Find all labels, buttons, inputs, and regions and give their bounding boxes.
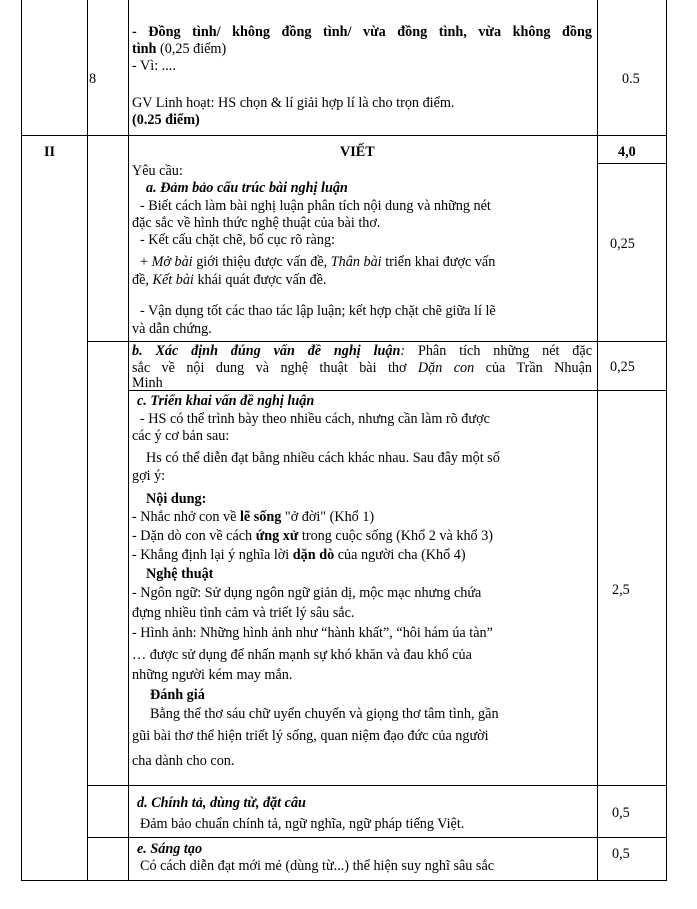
content-item-3-end: của người cha (Khổ 4) (334, 547, 466, 563)
table-border-left (21, 0, 22, 881)
criterion-a-than-bai: Thân bài (330, 254, 382, 270)
q8-extra-points: (0.25 điểm) (132, 112, 200, 128)
q8-teacher-note: GV Linh hoạt: HS chọn & lí giải hợp lí là cho trọn điểm. (132, 95, 455, 111)
art-line1: - Ngôn ngữ: Sử dụng ngôn ngữ giản dị, mộc mạc nhưng chứa (132, 585, 482, 601)
q8-because: - Vì: .... (132, 58, 176, 74)
criterion-e-heading: e. Sáng tạo (137, 841, 203, 857)
table-border-bottom (21, 880, 667, 881)
table-row-divider-b (128, 390, 667, 391)
criterion-d-heading: d. Chính tả, dùng từ, đặt câu (137, 795, 306, 811)
criterion-b-heading: b. Xác định đúng vấn đề nghị luận (132, 343, 401, 359)
art-line2: đựng nhiều tình cảm và triết lý sâu sắc. (132, 605, 355, 621)
part-label: II (44, 144, 56, 160)
table-col-divider-2 (128, 0, 129, 881)
art-line4: … được sử dụng để nhấn mạnh sự khó khăn và đau khổ của (132, 647, 472, 663)
content-item-2-end: trong cuộc sống (Khổ 2 và khổ 3) (298, 528, 494, 544)
table-border-right (666, 0, 667, 881)
criterion-a-line5-end: khái quát được vấn đề. (193, 272, 327, 288)
criterion-b-colon: : (400, 343, 406, 359)
eval-line1: Bằng thể thơ sáu chữ uyển chuyển và giọng thơ tâm tình, gần (150, 706, 499, 722)
criterion-a-line5 (132, 272, 326, 288)
content-item-1-end: "ở đời" (Khổ 1) (281, 509, 375, 525)
eval-line3: cha dành cho con. (132, 753, 235, 769)
requirement-label: Yêu cầu: (132, 163, 183, 179)
criterion-a-heading: a. Đảm bảo cấu trúc bài nghị luận (146, 180, 348, 196)
table-row-divider-q8 (21, 135, 667, 136)
art-heading: Nghệ thuật (146, 566, 214, 582)
criterion-a-ket-bai: Kết bài (152, 272, 194, 288)
criterion-d-line1: Đảm bảo chuẩn chính tả, ngữ nghĩa, ngữ pháp tiếng Việt. (140, 816, 465, 832)
content-item-1-bold: lẽ sống (239, 509, 282, 525)
table-col-divider-1 (87, 0, 88, 881)
criterion-c-line1: - HS có thể trình bày theo nhiều cách, nhưng cần làm rõ được (140, 411, 490, 427)
criterion-a-line3: - Kết cấu chặt chẽ, bố cục rõ ràng: (140, 232, 335, 248)
q8-answer-points: (0,25 điểm) (156, 41, 227, 57)
criterion-a-line4-end: triển khai được vấn (381, 254, 496, 270)
criterion-e-line1: Có cách diễn đạt mới mẻ (dùng từ...) thể hiện suy nghĩ sâu sắc (140, 858, 495, 874)
criterion-b-line2-end: của Trần Nhuận (474, 360, 592, 376)
criterion-a-mo-bai: Mở bài (151, 254, 193, 270)
art-line3: - Hình ảnh: Những hình ảnh như “hành khất”, “hôi hám úa tàn” (132, 625, 493, 641)
content-item-3 (132, 547, 466, 563)
q8-score: 0.5 (622, 71, 640, 87)
criterion-d-score: 0,5 (612, 805, 630, 821)
content-heading: Nội dung: (146, 491, 207, 507)
criterion-a-line4-prefix: + (140, 254, 152, 270)
criterion-a-line1: - Biết cách làm bài nghị luận phân tích nội dung và những nét (140, 198, 491, 214)
criterion-a-line4-mid: giới thiệu được vấn đề, (192, 254, 331, 270)
table-row-divider-viet-title (597, 163, 667, 164)
table-row-divider-c (87, 785, 667, 786)
q8-answer-bold: - Đồng tình/ không đồng tình/ vừa đồng tình, vừa không đồng (132, 24, 592, 40)
eval-line2: gũi bài thơ thể hiện triết lý sống, quan niệm đạo đức của người (132, 728, 489, 744)
section-score: 4,0 (618, 144, 636, 160)
criterion-b-line1-rest: Phân tích những nét đặc (405, 343, 592, 359)
table-col-divider-3 (597, 0, 598, 881)
q8-answer-bold-2: tình (132, 41, 157, 57)
criterion-c-line4: gợi ý: (132, 468, 166, 484)
criterion-a-score: 0,25 (610, 236, 635, 252)
content-item-1 (132, 509, 374, 525)
table-row-divider-d (87, 837, 667, 838)
content-item-1-start: - Nhắc nhở con về (132, 509, 240, 525)
content-item-2-bold: ứng xử (255, 528, 299, 544)
criterion-c-line2: các ý cơ bản sau: (132, 428, 230, 444)
criterion-a-line7: và dẫn chứng. (132, 321, 212, 337)
criterion-b-score: 0,25 (610, 359, 635, 375)
q8-answer-line2 (132, 41, 226, 57)
criterion-b-line1 (132, 343, 592, 359)
criterion-a-line6: - Vận dụng tốt các thao tác lập luận; kết hợp chặt chẽ giữa lí lẽ (140, 303, 496, 319)
criterion-c-heading: c. Triển khai vấn đề nghị luận (137, 393, 315, 409)
criterion-e-score: 0,5 (612, 846, 630, 862)
section-title: VIẾT (340, 144, 375, 160)
criterion-b-line3: Minh (132, 375, 163, 391)
content-item-2-start: - Dặn dò con về cách (132, 528, 256, 544)
content-item-2 (132, 528, 493, 544)
eval-heading: Đánh giá (150, 687, 205, 703)
question-number: 8 (89, 71, 97, 87)
criterion-a-line4 (140, 254, 495, 270)
criterion-b-line2 (132, 360, 592, 376)
criterion-c-line3: Hs có thể diễn đạt bằng nhiều cách khác nhau. Sau đây một số (146, 450, 500, 466)
criterion-b-poem-title: Dặn con (417, 360, 475, 376)
art-line5: những người kém may mắn. (132, 667, 293, 683)
content-item-3-start: - Khẳng định lại ý nghĩa lời (132, 547, 293, 563)
content-item-3-bold: dặn dò (292, 547, 335, 563)
criterion-a-line2: đặc sắc về hình thức nghệ thuật của bài thơ. (132, 215, 381, 231)
criterion-b-line2-start: sắc về nội dung và nghệ thuật bài thơ (132, 360, 418, 376)
table-row-divider-a (87, 341, 667, 342)
criterion-c-score: 2,5 (612, 582, 630, 598)
criterion-a-line5-prefix: đề, (132, 272, 153, 288)
